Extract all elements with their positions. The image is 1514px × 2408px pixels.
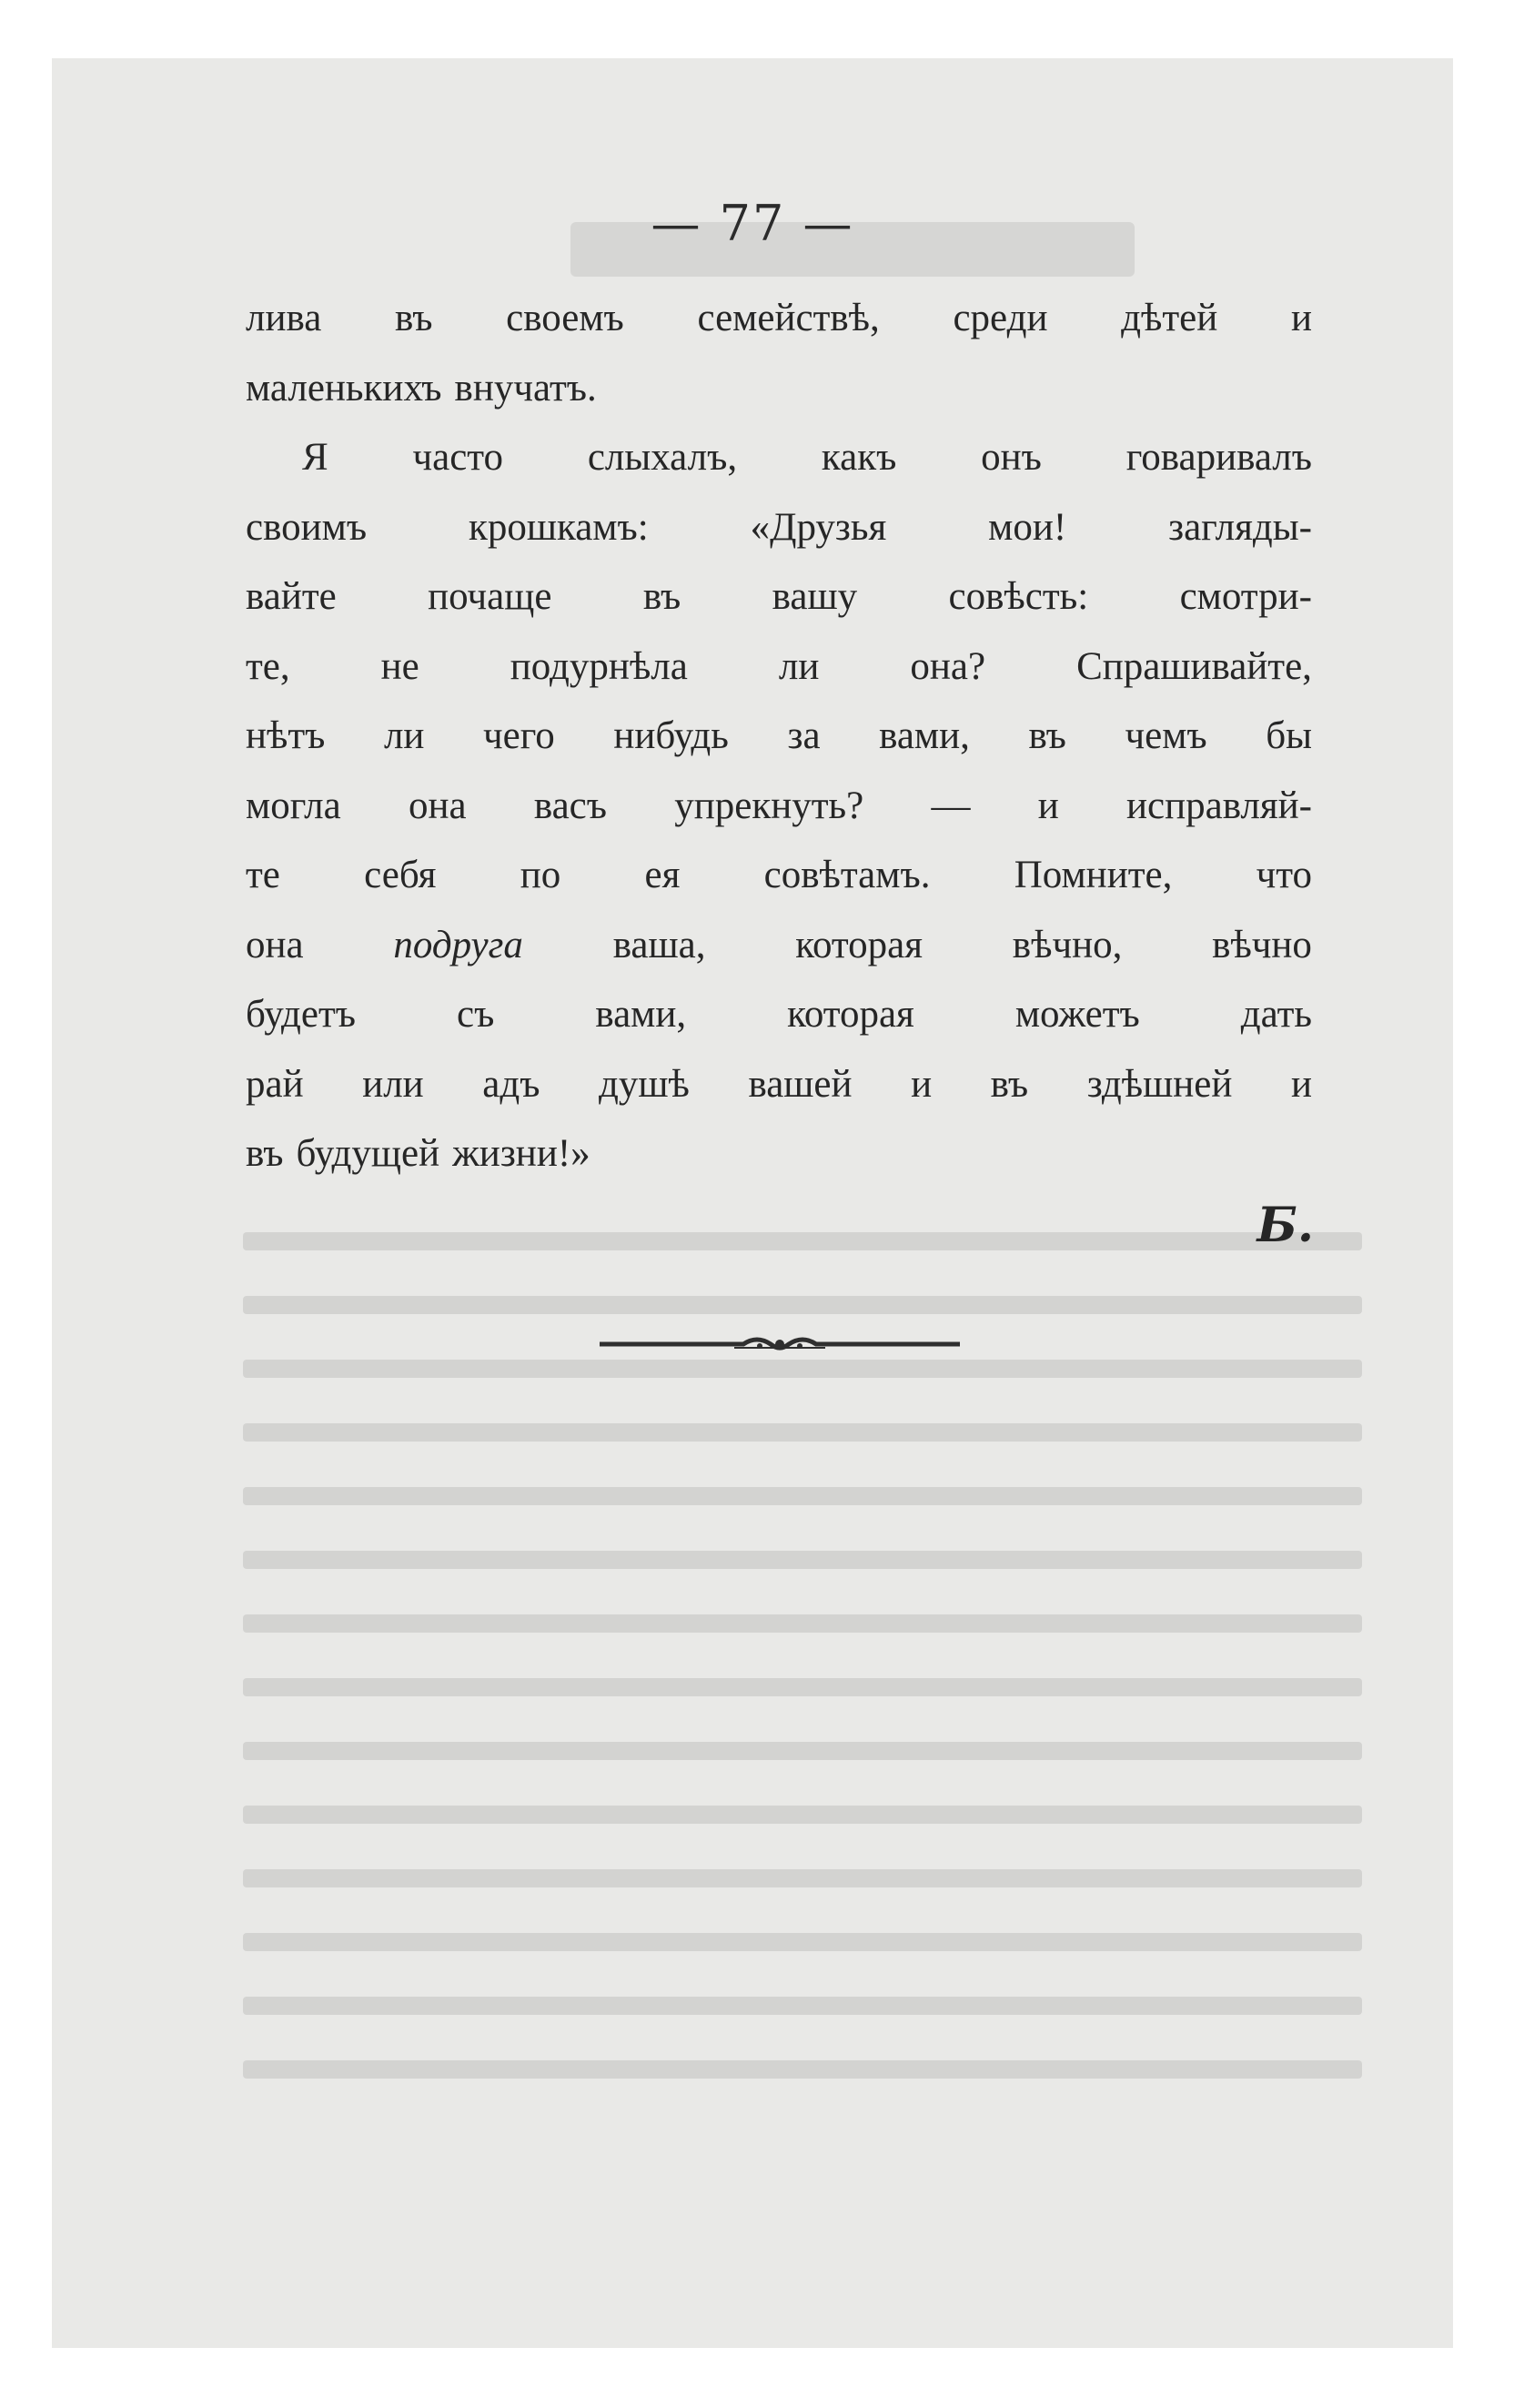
word: своимъ — [246, 505, 368, 549]
text-line — [246, 1050, 1312, 1120]
word: въ — [1028, 714, 1066, 757]
word: внучатъ. — [454, 366, 597, 410]
word: въ — [394, 297, 433, 339]
word: рай — [246, 1062, 304, 1106]
word: почаще — [428, 575, 552, 618]
word: загляды- — [1168, 505, 1312, 549]
word: и — [1290, 297, 1312, 339]
word: семействѣ, — [697, 297, 880, 339]
text-line — [246, 772, 1312, 842]
word: бы — [1266, 714, 1312, 757]
word: упрекнуть? — [674, 784, 864, 827]
word: вами, — [879, 714, 970, 757]
bleed-through-text — [243, 1232, 1362, 2097]
word: вайте — [246, 575, 337, 618]
word: она — [246, 923, 304, 966]
author-signature: Б. — [1257, 1198, 1314, 1253]
text-line — [246, 911, 1312, 981]
word: своемъ — [506, 297, 624, 339]
text-line — [246, 841, 1312, 911]
word: нѣтъ — [246, 714, 326, 757]
word: онъ — [981, 436, 1042, 479]
divider-ornament-icon — [598, 1328, 962, 1361]
page-number: — 77 — — [651, 195, 854, 252]
word: которая — [787, 993, 914, 1036]
word: ваша, — [612, 923, 706, 966]
word: Я — [302, 436, 328, 479]
text-line — [246, 1119, 1312, 1189]
word: можетъ — [1014, 993, 1140, 1036]
word: какъ — [821, 436, 897, 479]
word: будетъ — [246, 993, 357, 1036]
word: Помните, — [1014, 854, 1173, 896]
word: могла — [246, 784, 341, 827]
word: вѣчно, — [1012, 923, 1123, 966]
word: чего — [483, 714, 555, 757]
word: вами, — [595, 993, 687, 1036]
text-line — [246, 354, 1312, 424]
word: себя — [364, 854, 437, 896]
word: она? — [910, 644, 986, 688]
word: те, — [246, 644, 290, 688]
word: те — [246, 854, 280, 896]
word: она — [408, 784, 467, 827]
word: вашей — [748, 1062, 853, 1106]
word: крошкамъ: — [468, 505, 649, 549]
word: исправляй- — [1126, 784, 1312, 827]
word: ея — [644, 854, 681, 896]
word: вѣчно — [1212, 923, 1312, 966]
word: совѣтамъ. — [763, 854, 931, 896]
text-line — [246, 702, 1312, 772]
word: слыхалъ, — [587, 436, 738, 479]
word: которая — [795, 923, 923, 966]
text-line — [246, 493, 1312, 563]
word: въ — [246, 1132, 284, 1175]
word: часто — [412, 436, 504, 479]
word: подурнѣла — [510, 644, 688, 688]
body-text — [246, 284, 1312, 1189]
text-line — [246, 423, 1312, 493]
word: что — [1256, 854, 1312, 896]
word: въ — [990, 1062, 1029, 1106]
word: «Друзья — [750, 505, 887, 549]
word: въ — [642, 575, 681, 618]
word: здѣшней — [1086, 1062, 1233, 1106]
word: по — [520, 854, 561, 896]
text-line — [246, 562, 1312, 632]
word: дать — [1240, 993, 1312, 1036]
word: Спрашивайте, — [1076, 644, 1312, 688]
word: маленькихъ — [246, 366, 442, 410]
word: жизни!» — [452, 1132, 590, 1175]
text-line — [246, 284, 1312, 354]
word: и — [1290, 1062, 1312, 1106]
word: — — [931, 784, 971, 827]
word: дѣтей — [1121, 297, 1218, 339]
text-line — [246, 980, 1312, 1050]
word: среди — [953, 297, 1048, 339]
word: ли — [383, 714, 425, 757]
word: будущей — [296, 1132, 440, 1175]
word: съ — [457, 993, 495, 1036]
word: ли — [778, 644, 820, 688]
word: или — [362, 1062, 424, 1106]
book-page — [52, 58, 1453, 2348]
word: нибудь — [613, 714, 729, 757]
word-emphasis: подруга — [393, 923, 523, 966]
word: говаривалъ — [1125, 436, 1312, 479]
text-line — [246, 632, 1312, 703]
word: лива — [246, 297, 322, 339]
word: смотри- — [1179, 575, 1312, 618]
word: адъ — [482, 1062, 540, 1106]
word: совѣсть: — [948, 575, 1089, 618]
word: чемъ — [1125, 714, 1207, 757]
word: не — [380, 644, 419, 688]
word: васъ — [533, 784, 607, 827]
word: и — [1037, 784, 1059, 827]
word: за — [787, 714, 821, 757]
word: вашу — [772, 575, 858, 618]
word: мои! — [988, 505, 1067, 549]
word: и — [911, 1062, 933, 1106]
word: душѣ — [599, 1062, 690, 1106]
